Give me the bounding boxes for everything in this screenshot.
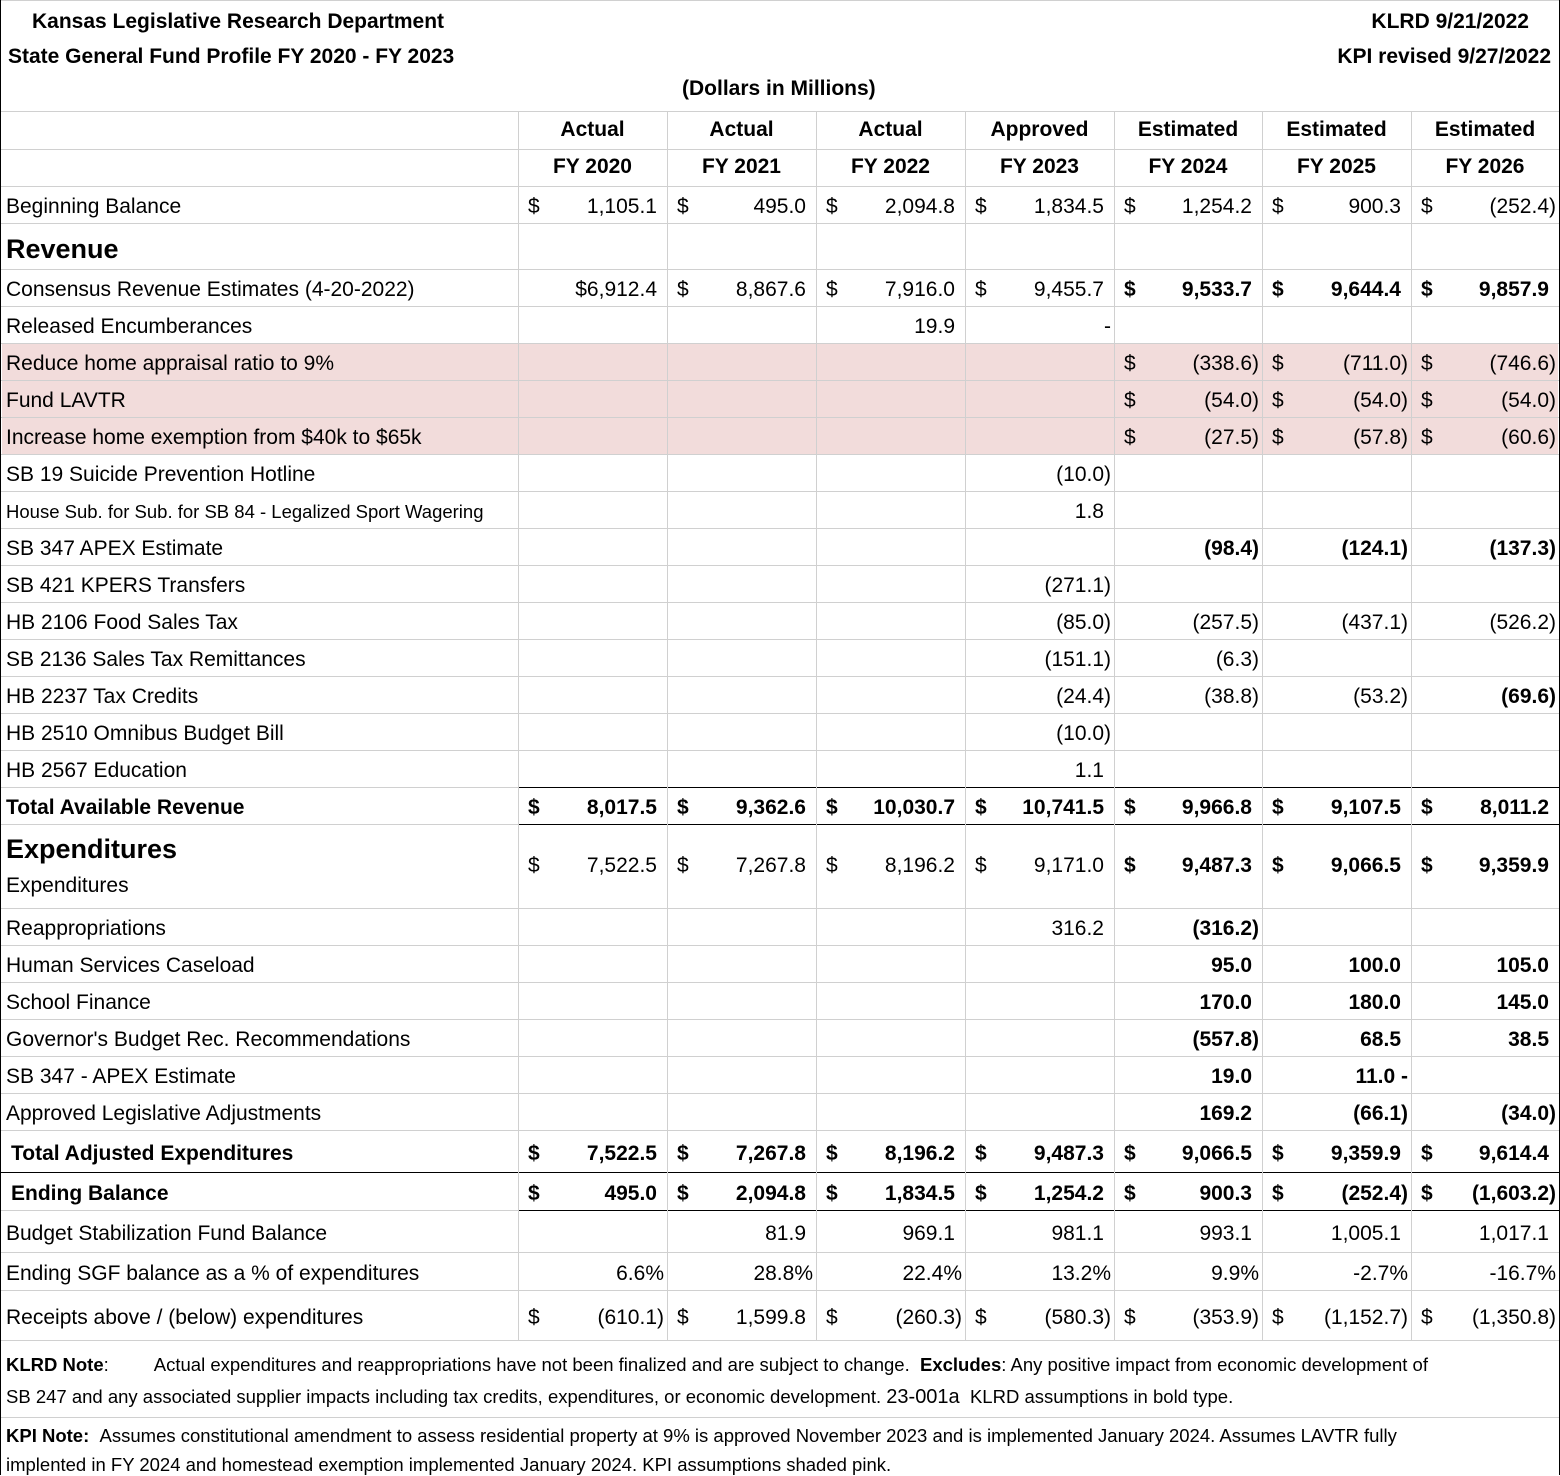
kpi-note xyxy=(6,1425,1397,1447)
cell-value: (580.3) xyxy=(1044,1306,1111,1329)
row-label: Reduce home appraisal ratio to 9% xyxy=(6,352,335,375)
table-row xyxy=(1,186,1559,223)
column-header-year: FY 2024 xyxy=(1148,155,1228,178)
cell-value: 7,522.5 xyxy=(586,1142,657,1165)
table-row xyxy=(1,1252,1559,1290)
table-row xyxy=(1,306,1559,343)
cell-value: -16.7% xyxy=(1489,1262,1556,1285)
klrd-note-colon: : xyxy=(103,1354,109,1375)
cell-value: (34.0) xyxy=(1501,1102,1556,1125)
dollar-sign: $ xyxy=(677,1182,689,1205)
column-header-top: Approved xyxy=(990,118,1089,141)
cell-value: 13.2% xyxy=(1051,1262,1111,1285)
cell-value: 495.0 xyxy=(604,1182,657,1205)
table-row xyxy=(1,787,1559,824)
cell-value: 22.4% xyxy=(902,1262,962,1285)
cell-value: 6.6% xyxy=(616,1262,664,1285)
column-header-top: Estimated xyxy=(1286,118,1387,141)
table-row xyxy=(1,565,1559,602)
cell-value: 900.3 xyxy=(1348,195,1401,218)
table-row xyxy=(1,1019,1559,1056)
cell-value: 9.9% xyxy=(1211,1262,1259,1285)
dollar-sign: $ xyxy=(677,195,689,218)
cell-value: (54.0) xyxy=(1204,389,1259,412)
dollar-sign: $ xyxy=(1272,1306,1284,1329)
row-label: HB 2237 Tax Credits xyxy=(6,685,199,708)
column-header-year: FY 2022 xyxy=(850,155,930,178)
cell-value: 9,644.4 xyxy=(1330,278,1401,301)
klrd-note-line2b: KLRD assumptions in bold type. xyxy=(969,1386,1234,1407)
dollar-sign: $ xyxy=(1124,1142,1136,1165)
row-divider xyxy=(1,1340,1559,1341)
column-header-top: Estimated xyxy=(1434,118,1536,141)
doc-code: 23-001a xyxy=(886,1386,960,1408)
cell-value: 9,455.7 xyxy=(1033,278,1104,301)
cell-value: (66.1) xyxy=(1353,1102,1408,1125)
org-name: Kansas Legislative Research Department xyxy=(32,10,445,33)
dollar-sign: $ xyxy=(1421,1306,1433,1329)
dollar-sign: $ xyxy=(975,278,987,301)
dollar-sign: $ xyxy=(677,1142,689,1165)
cell-value: 7,522.5 xyxy=(586,854,657,877)
klrd-note-line2 xyxy=(6,1386,1233,1409)
cell-value: 8,017.5 xyxy=(586,796,657,819)
row-label: Approved Legislative Adjustments xyxy=(6,1102,322,1125)
cell-value: 1,599.8 xyxy=(735,1306,806,1329)
dollar-sign: $ xyxy=(1124,854,1136,877)
dollar-sign: $ xyxy=(826,278,838,301)
cell-value: (252.4) xyxy=(1341,1182,1408,1205)
dollar-sign: $ xyxy=(677,796,689,819)
cell-value: (257.5) xyxy=(1192,611,1259,634)
column-header-year: FY 2023 xyxy=(999,155,1079,178)
cell-value: 38.5 xyxy=(1508,1028,1549,1051)
dollar-sign: $ xyxy=(1421,426,1433,449)
cell-value: (260.3) xyxy=(895,1306,962,1329)
cell-value: 1,834.5 xyxy=(1033,195,1104,218)
column-header-year: FY 2020 xyxy=(552,155,632,178)
cell-value: 900.3 xyxy=(1199,1182,1252,1205)
cell-value: 1,005.1 xyxy=(1330,1222,1401,1245)
table-row xyxy=(1,1210,1559,1252)
cell-value: (557.8) xyxy=(1192,1028,1259,1051)
row-label: Consensus Revenue Estimates (4-20-2022) xyxy=(6,278,415,301)
row-label: Ending SGF balance as a % of expenditures xyxy=(6,1262,420,1285)
table-row xyxy=(1,908,1559,945)
row-label: Beginning Balance xyxy=(6,195,182,218)
cell-value: 993.1 xyxy=(1199,1222,1252,1245)
table-row xyxy=(1,417,1559,454)
dollar-sign: $ xyxy=(677,1306,689,1329)
row-label: HB 2106 Food Sales Tax xyxy=(6,611,238,634)
table-row xyxy=(1,676,1559,713)
cell-value: (60.6) xyxy=(1501,426,1556,449)
row-label: Ending Balance xyxy=(11,1182,169,1205)
cell-value: 1.1 xyxy=(1074,759,1104,782)
cell-value: (137.3) xyxy=(1489,537,1556,560)
table-row xyxy=(1,1172,1559,1210)
cell-value: 2,094.8 xyxy=(884,195,955,218)
excludes-text: : Any positive impact from economic development of xyxy=(1001,1354,1428,1375)
row-divider xyxy=(1,1417,1559,1418)
cell-value: - xyxy=(1104,315,1111,338)
dollar-sign: $ xyxy=(1124,1182,1136,1205)
dollar-sign: $ xyxy=(528,1142,540,1165)
dollar-sign: $ xyxy=(1421,195,1433,218)
cell-value: (53.2) xyxy=(1353,685,1408,708)
cell-value: 170.0 xyxy=(1199,991,1252,1014)
row-label: Total Available Revenue xyxy=(6,796,245,819)
cell-value: (252.4) xyxy=(1489,195,1556,218)
cell-value: 145.0 xyxy=(1496,991,1549,1014)
column-header-year: FY 2026 xyxy=(1445,155,1525,178)
column-header-year: FY 2021 xyxy=(701,155,781,178)
dollar-sign: $ xyxy=(1124,426,1136,449)
klrd-note-text: Actual expenditures and reappropriations have not been finalized and are subject to change. xyxy=(153,1354,910,1375)
kpi-note-line2 xyxy=(6,1454,891,1476)
cell-value: (271.1) xyxy=(1044,574,1111,597)
column-header-top: Actual xyxy=(858,118,923,141)
cell-value: 9,362.6 xyxy=(735,796,806,819)
table-row xyxy=(1,454,1559,491)
cell-value: 9,487.3 xyxy=(1181,854,1252,877)
table-row xyxy=(1,750,1559,787)
cell-value: 8,196.2 xyxy=(884,1142,955,1165)
cell-value: 68.5 xyxy=(1360,1028,1401,1051)
row-label: Increase home exemption from $40k to $65k xyxy=(6,426,422,449)
dollar-sign: $ xyxy=(1124,195,1136,218)
row-label: Released Encumberances xyxy=(6,315,253,338)
cell-value: (437.1) xyxy=(1341,611,1408,634)
cell-value: (711.0) xyxy=(1343,352,1408,375)
row-label: SB 347 APEX Estimate xyxy=(6,537,224,560)
dollar-sign: $ xyxy=(975,854,987,877)
row-label: Total Adjusted Expenditures xyxy=(11,1142,294,1165)
dollar-sign: $ xyxy=(1272,796,1284,819)
table-row xyxy=(1,343,1559,380)
cell-value: (10.0) xyxy=(1056,463,1111,486)
report-title: State General Fund Profile FY 2020 - FY 2023 xyxy=(8,45,455,68)
klrd-date: KLRD 9/21/2022 xyxy=(1371,10,1529,33)
section-heading: Revenue xyxy=(6,234,119,264)
klrd-note-line2-text: SB 247 and any associated supplier impacts including tax credits, expenditures, or economic development. xyxy=(6,1386,882,1407)
row-label: School Finance xyxy=(6,991,151,1014)
units-label: (Dollars in Millions) xyxy=(682,77,876,100)
cell-value: 7,916.0 xyxy=(884,278,955,301)
cell-value: (526.2) xyxy=(1489,611,1556,634)
table-row xyxy=(1,223,1559,269)
dollar-sign: $ xyxy=(528,796,540,819)
row-label: Governor's Budget Rec. Recommendations xyxy=(6,1028,411,1051)
cell-value: 9,533.7 xyxy=(1181,278,1252,301)
cell-value: 1,105.1 xyxy=(586,195,657,218)
cell-value: 9,066.5 xyxy=(1181,1142,1252,1165)
cell-value: 105.0 xyxy=(1496,954,1549,977)
cell-value: 969.1 xyxy=(902,1222,955,1245)
cell-value: 9,066.5 xyxy=(1330,854,1401,877)
cell-value: (85.0) xyxy=(1056,611,1111,634)
kpi-revised-date: KPI revised 9/27/2022 xyxy=(1337,45,1551,68)
dollar-sign: $ xyxy=(1272,1142,1284,1165)
dollar-sign: $ xyxy=(975,1182,987,1205)
cell-value: (54.0) xyxy=(1501,389,1556,412)
dollar-sign: $ xyxy=(826,195,838,218)
cell-value: 28.8% xyxy=(753,1262,813,1285)
top-divider xyxy=(1,0,1559,1)
cell-value: 981.1 xyxy=(1051,1222,1104,1245)
dollar-sign: $ xyxy=(1272,352,1284,375)
dollar-sign: $ xyxy=(975,195,987,218)
cell-value: 9,487.3 xyxy=(1033,1142,1104,1165)
cell-value: 1.8 xyxy=(1074,500,1104,523)
cell-value: (124.1) xyxy=(1341,537,1408,560)
row-label: HB 2510 Omnibus Budget Bill xyxy=(6,722,284,745)
column-header-top: Estimated xyxy=(1137,118,1239,141)
cell-value: (10.0) xyxy=(1056,722,1111,745)
table-row xyxy=(1,1130,1559,1172)
row-label: Human Services Caseload xyxy=(6,954,255,977)
row-label: Reappropriations xyxy=(6,917,166,940)
row-label: SB 19 Suicide Prevention Hotline xyxy=(6,463,316,486)
dollar-sign: $ xyxy=(1421,854,1433,877)
cell-value: (1,603.2) xyxy=(1471,1182,1556,1205)
kpi-note-line2-text: implented in FY 2024 and homestead exemption implemented January 2024. KPI assumptions shaded pink. xyxy=(6,1454,892,1475)
table-row xyxy=(1,1056,1559,1093)
cell-value: 7,267.8 xyxy=(735,1142,806,1165)
cell-value: 10,741.5 xyxy=(1022,796,1104,819)
dollar-sign: $ xyxy=(528,854,540,877)
cell-value: 1,017.1 xyxy=(1478,1222,1549,1245)
dollar-sign: $ xyxy=(1272,278,1284,301)
table-row xyxy=(1,380,1559,417)
table-row xyxy=(1,1093,1559,1130)
cell-value: 9,966.8 xyxy=(1181,796,1252,819)
row-divider xyxy=(1,149,1559,150)
cell-value: 1,834.5 xyxy=(884,1182,955,1205)
cell-value: 19.0 xyxy=(1211,1065,1252,1088)
cell-value: 495.0 xyxy=(753,195,806,218)
excludes-label: Excludes xyxy=(920,1354,1002,1375)
cell-value: 2,094.8 xyxy=(735,1182,806,1205)
dollar-sign: $ xyxy=(1124,352,1136,375)
dollar-sign: $ xyxy=(826,796,838,819)
dollar-sign: $ xyxy=(1272,426,1284,449)
column-header-top: Actual xyxy=(560,118,625,141)
column-header-top: Actual xyxy=(709,118,774,141)
table-row xyxy=(1,945,1559,982)
dollar-sign: $ xyxy=(528,1182,540,1205)
dollar-sign: $ xyxy=(1272,389,1284,412)
dollar-sign: $ xyxy=(975,1306,987,1329)
cell-value: 316.2 xyxy=(1051,917,1104,940)
dollar-sign: $ xyxy=(975,1142,987,1165)
dollar-sign: $ xyxy=(826,854,838,877)
klrd-note xyxy=(6,1354,1428,1376)
row-label: Fund LAVTR xyxy=(6,389,126,412)
table-row xyxy=(1,713,1559,750)
cell-value: 9,857.9 xyxy=(1478,278,1549,301)
cell-value: 8,011.2 xyxy=(1480,796,1549,819)
cell-value: (24.4) xyxy=(1056,685,1111,708)
table-row xyxy=(1,269,1559,306)
cell-value: (338.6) xyxy=(1192,352,1259,375)
cell-value: 9,614.4 xyxy=(1478,1142,1549,1165)
row-label: HB 2567 Education xyxy=(6,759,187,782)
row-label: Expenditures xyxy=(6,874,129,897)
kpi-note-text: Assumes constitutional amendment to assess residential property at 9% is approved November 2023 and is implemented January 2024. Assumes LAVTR fully xyxy=(99,1425,1397,1446)
dollar-sign: $ xyxy=(1272,854,1284,877)
table-row xyxy=(1,1290,1559,1340)
table-row xyxy=(1,824,1559,908)
section-heading: Expenditures xyxy=(6,834,178,864)
dollar-sign: $ xyxy=(1421,1142,1433,1165)
dollar-sign: $ xyxy=(1272,1182,1284,1205)
dollar-sign: $ xyxy=(528,1306,540,1329)
dollar-sign: $ xyxy=(1272,195,1284,218)
cell-value: 10,030.7 xyxy=(873,796,955,819)
dollar-sign: $ xyxy=(528,195,540,218)
cell-value: 169.2 xyxy=(1199,1102,1252,1125)
cell-value: (38.8) xyxy=(1204,685,1259,708)
dollar-sign: $ xyxy=(975,796,987,819)
table-row xyxy=(1,491,1559,528)
cell-value: (27.5) xyxy=(1204,426,1259,449)
cell-value: 1,254.2 xyxy=(1033,1182,1104,1205)
klrd-note-label: KLRD Note xyxy=(6,1354,104,1375)
cell-value: -2.7% xyxy=(1353,1262,1408,1285)
cell-value: 81.9 xyxy=(765,1222,806,1245)
row-label: Receipts above / (below) expenditures xyxy=(6,1306,364,1329)
dollar-sign: $ xyxy=(1421,352,1433,375)
cell-value: 8,867.6 xyxy=(735,278,806,301)
table-row xyxy=(1,982,1559,1019)
dollar-sign: $ xyxy=(677,278,689,301)
cell-value: 95.0 xyxy=(1211,954,1252,977)
row-label: Budget Stabilization Fund Balance xyxy=(6,1222,328,1245)
cell-value: (746.6) xyxy=(1489,352,1556,375)
dollar-sign: $ xyxy=(1421,796,1433,819)
cell-value: (1,350.8) xyxy=(1471,1306,1556,1329)
dollar-sign: $ xyxy=(1124,389,1136,412)
cell-value: (98.4) xyxy=(1204,537,1259,560)
dollar-sign: $ xyxy=(1124,796,1136,819)
dollar-sign: $ xyxy=(826,1306,838,1329)
cell-value: 19.9 xyxy=(914,315,955,338)
table-row xyxy=(1,528,1559,565)
cell-value: 1,254.2 xyxy=(1181,195,1252,218)
dollar-sign: $ xyxy=(1421,278,1433,301)
table-row xyxy=(1,602,1559,639)
table-row xyxy=(1,639,1559,676)
cell-value: (69.6) xyxy=(1501,685,1556,708)
cell-value: $6,912.4 xyxy=(575,278,657,301)
kpi-note-label: KPI Note: xyxy=(6,1425,90,1446)
cell-value: 9,359.9 xyxy=(1478,854,1549,877)
dollar-sign: $ xyxy=(1124,278,1136,301)
cell-value: 9,171.0 xyxy=(1033,854,1104,877)
cell-value: 180.0 xyxy=(1348,991,1401,1014)
dollar-sign: $ xyxy=(826,1182,838,1205)
row-label: SB 421 KPERS Transfers xyxy=(6,574,246,597)
dollar-sign: $ xyxy=(1421,389,1433,412)
cell-value: (1,152.7) xyxy=(1323,1306,1408,1329)
row-label: SB 347 - APEX Estimate xyxy=(6,1065,236,1088)
cell-value: (353.9) xyxy=(1192,1306,1259,1329)
dollar-sign: $ xyxy=(677,854,689,877)
dollar-sign: $ xyxy=(826,1142,838,1165)
row-label: House Sub. for Sub. for SB 84 - Legalized Sport Wagering xyxy=(6,501,484,522)
cell-value: 7,267.8 xyxy=(735,854,806,877)
cell-value: 9,107.5 xyxy=(1330,796,1401,819)
column-header-year: FY 2025 xyxy=(1296,155,1376,178)
row-label: SB 2136 Sales Tax Remittances xyxy=(6,648,306,671)
cell-value: 100.0 xyxy=(1348,954,1401,977)
cell-value: (151.1) xyxy=(1044,648,1111,671)
dollar-sign: $ xyxy=(1421,1182,1433,1205)
cell-value: (57.8) xyxy=(1353,426,1408,449)
cell-value: (54.0) xyxy=(1353,389,1408,412)
cell-value: 8,196.2 xyxy=(884,854,955,877)
cell-value: 9,359.9 xyxy=(1330,1142,1401,1165)
cell-value: (316.2) xyxy=(1192,917,1259,940)
cell-value: (6.3) xyxy=(1215,648,1259,671)
dollar-sign: $ xyxy=(1124,1306,1136,1329)
cell-value: (610.1) xyxy=(597,1306,664,1329)
row-divider xyxy=(1,111,1559,112)
cell-value: 11.0 - xyxy=(1355,1065,1408,1088)
